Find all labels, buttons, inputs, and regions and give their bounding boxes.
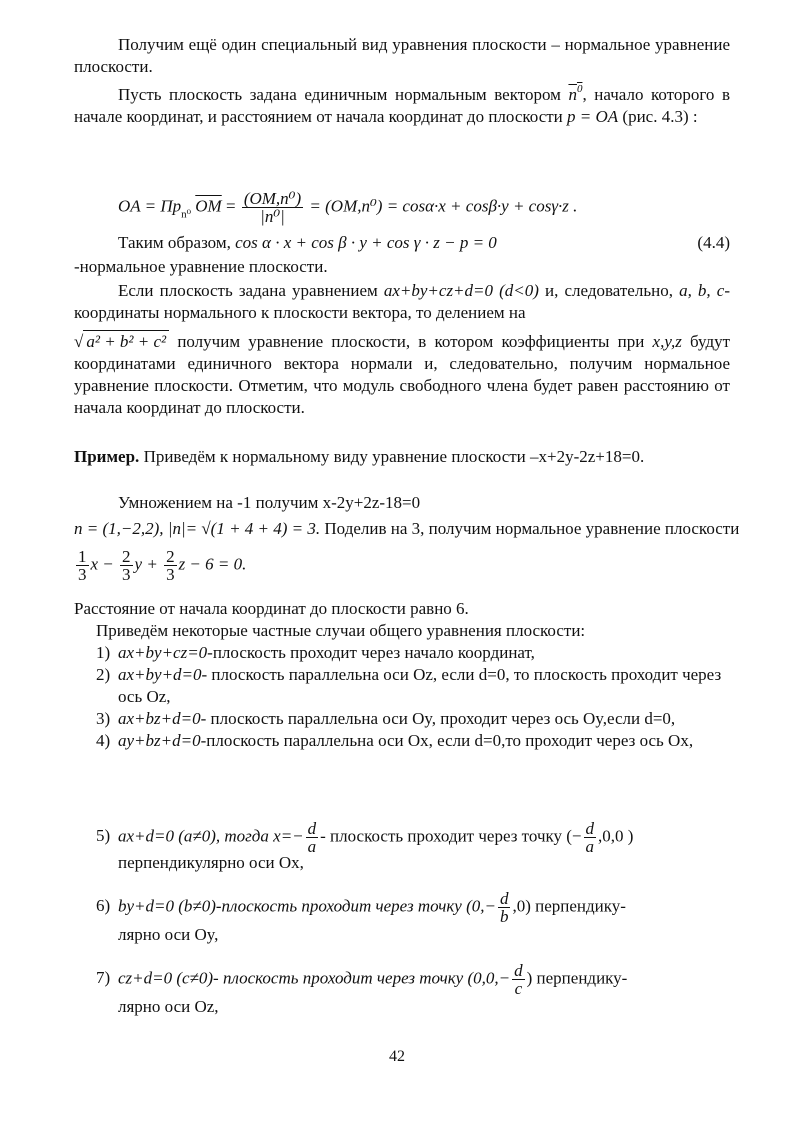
equation-number: (4.4) [697,233,730,252]
multiply-line: Умножением на -1 получим x-2y+2z-18=0 [118,493,421,512]
unit-normal-paragraph [74,78,730,128]
list-item-7: 7) cz+d=0 (c≠0)- плоскость проходит через точку (0,0,− $\frac{d}{c}$ ) перпендику- [96,961,628,998]
list-item: 1) ax+by+cz=0-плоскость проходит через начало координат, [96,643,535,662]
page-number: 42 [389,1048,405,1065]
normal-equation-line: Таким образом, cos α · x + cos β · y + cos γ · z − p = 0 (4.4) [118,233,730,252]
text: , начало которого в начале координат, и расстоянием от начала координат до плоскости [74,85,730,126]
intro-paragraph: Получим ещё один специальный вид уравнения плоскости – нормальное уравнение плоскости. [74,35,730,76]
list-item: 3) ax+bz+d=0- плоскость параллельна оси Oy, проходит через ось Oy,если d=0, [96,709,676,728]
example-block: Пример. Приведём к нормальному виду уравнение плоскости –x+2y-2z+18=0. [74,447,645,466]
normal-equation-caption: -нормальное уравнение плоскости. [74,257,328,276]
list-item-6-cont: лярно оси Oy, [118,925,219,944]
list-item-5: 5) ax+d=0 (a≠0), тогда x=− $\frac{d}{a}$ - плоскость проходит через точку (− $\frac{d}{a}$ ,0,0 ) [96,819,634,856]
cases-list [96,642,730,752]
cases-intro: Приведём некоторые частные случаи общего уравнения плоскости: [96,621,586,640]
page-body [74,34,730,128]
sqrt-expression: a² + b² + c² [83,330,169,353]
list-item-6: 6) by+d=0 (b≠0)-плоскость проходит через точку (0,− $\frac{d}{b}$ ,0) перпендику- [96,889,626,926]
projection-formula: OA = $Пр_{n^0}$ $\overline{OM}$ = $\frac{\text{(OM,n⁰)}}{\text{|n⁰|}}$ = (OM,n⁰) = cosα·x + cosβ·y + cosγ·z . [118,189,578,226]
normal-vector-line: n = (1,−2,2), |n|= √(1 + 4 + 4) = 3. Поделив на 3, получим нормальное уравнение плоскости [74,519,740,538]
vector-n0: $n^0$ [568,83,583,104]
list-item-7-cont: лярно оси Oz, [118,997,219,1016]
list-item: 2) ax+by+d=0- плоскость параллельна оси Oz, если d=0, то плоскость проходит через ось Oz, [96,665,722,706]
normal-equation: cos α · x + cos β · y + cos γ · z − p = 0 [235,233,497,252]
division-paragraph: Если плоскость задана уравнением ax+by+cz+d=0 (d<0) и, следовательно, a, b, c- координаты нормального к плоскости вектора, то делением на √ a² + b² + c² получим уравнение плоскости, в котором коэффициенты при x,y,z будут координатами единичного вектора нормали и, следовательно, получим нормальное уравнение плоскости. Отметим, что модуль свободного члена будет равен расстоянию от начала координат до плоскости. [74,281,731,417]
text: (рис. 4.3) : [622,107,698,126]
list-item-5-cont: перпендикулярно оси Ox, [118,853,304,872]
distance-line: Расстояние от начала координат до плоскости равно 6. [74,599,469,618]
example-label: Пример. [74,447,140,466]
text: Пусть плоскость задана единичным нормальным вектором [118,85,561,104]
normal-form-equation: $\frac{1}{3}$ x − $\frac{2}{3}$ y + $\frac{2}{3}$ z − 6 = 0. [78,547,247,584]
p-equals-oa: p = OA [567,107,619,126]
list-item: 4) ay+bz+d=0-плоскость параллельна оси Ox, если d=0,то проходит через ось Ox, [96,731,694,750]
